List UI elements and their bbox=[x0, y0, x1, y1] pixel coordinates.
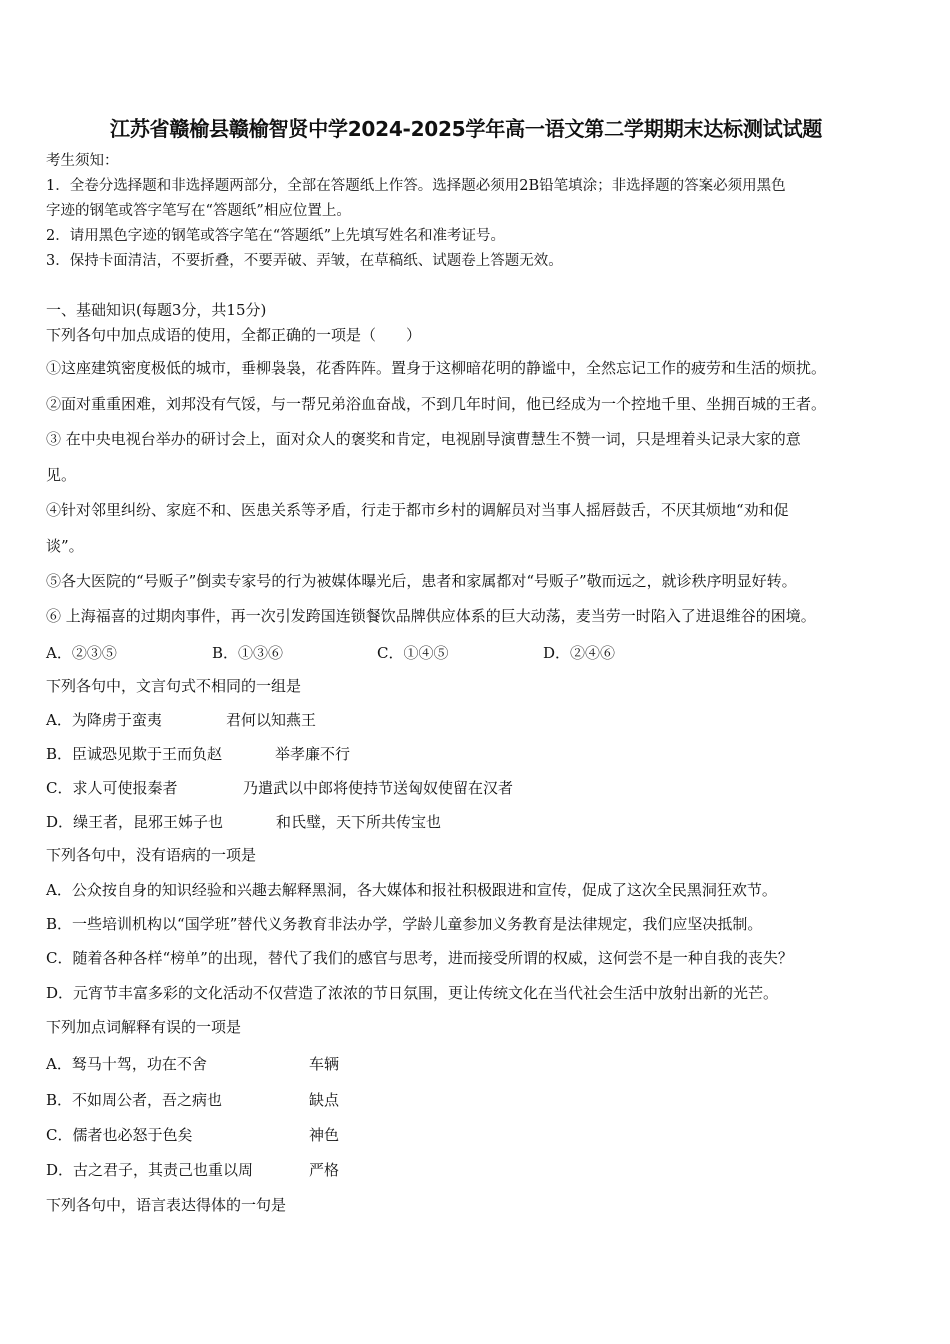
q4-option-c-right: 神色 bbox=[309, 1126, 340, 1144]
notice-line-3: 3．保持卡面清洁，不要折叠，不要弄破、弄皱，在草稿纸、试题卷上答题无效。 bbox=[46, 253, 563, 269]
q4-option-d-left[interactable]: D．古之君子，其责己也重以周 bbox=[46, 1161, 254, 1179]
q1-stem: 下列各句中加点成语的使用，全都正确的一项是（ ） bbox=[46, 326, 422, 344]
q2-option-c-left[interactable]: C．求人可使报秦者 bbox=[46, 779, 178, 797]
q1-sentence-1: ①这座建筑密度极低的城市，垂柳袅袅，花香阵阵。置身于这柳暗花明的静谧中，全然忘记工作的疲劳和生活的烦扰。 bbox=[46, 359, 827, 377]
q2-option-b-left[interactable]: B．臣诚恐见欺于王而负赵 bbox=[46, 745, 223, 763]
q3-stem: 下列各句中，没有语病的一项是 bbox=[46, 846, 257, 864]
q2-stem: 下列各句中，文言句式不相同的一组是 bbox=[46, 677, 302, 695]
notice-heading: 考生须知： bbox=[46, 153, 119, 169]
notice-line-2: 2．请用黑色字迹的钢笔或答字笔在“答题纸”上先填写姓名和准考证号。 bbox=[46, 228, 506, 244]
notice-line-1a: 1．全卷分选择题和非选择题两部分，全部在答题纸上作答。选择题必须用2B铅笔填涂；非选择题的答案必须用黑色 bbox=[46, 178, 786, 194]
q1-option-c[interactable]: C．①④⑤ bbox=[377, 644, 449, 662]
q4-option-a-left[interactable]: A．驽马十驾，功在不舍 bbox=[46, 1055, 207, 1073]
q3-option-a[interactable]: A．公众按自身的知识经验和兴趣去解释黑洞，各大媒体和报社积极跟进和宣传，促成了这次全民黑洞狂欢节。 bbox=[46, 881, 777, 899]
q3-option-c[interactable]: C．随着各种各样“榜单”的出现，替代了我们的感官与思考，进而接受所谓的权威，这何尝不是一种自我的丧失？ bbox=[46, 949, 793, 967]
q4-stem: 下列加点词解释有误的一项是 bbox=[46, 1018, 242, 1036]
q1-sentence-4b: 谈”。 bbox=[46, 537, 84, 555]
q1-sentence-2: ②面对重重困难，刘邦没有气馁，与一帮兄弟浴血奋战，不到几年时间，他已经成为一个控地千里、坐拥百城的王者。 bbox=[46, 395, 827, 413]
q1-option-d[interactable]: D．②④⑥ bbox=[543, 644, 616, 662]
q3-option-d[interactable]: D．元宵节丰富多彩的文化活动不仅营造了浓浓的节日氛围，更让传统文化在当代社会生活中放射出新的光芒。 bbox=[46, 984, 779, 1002]
q4-option-b-right: 缺点 bbox=[309, 1091, 340, 1109]
q3-option-b[interactable]: B．一些培训机构以“国学班”替代义务教育非法办学，学龄儿童参加义务教育是法律规定，我们应坚决抵制。 bbox=[46, 915, 763, 933]
q1-sentence-4a: ④针对邻里纠纷、家庭不和、医患关系等矛盾，行走于都市乡村的调解员对当事人摇唇鼓舌，不厌其烦地“劝和促 bbox=[46, 501, 789, 519]
q2-option-d-right: 和氏璧，天下所共传宝也 bbox=[276, 813, 442, 831]
q4-option-b-left[interactable]: B．不如周公者，吾之病也 bbox=[46, 1091, 223, 1109]
q2-option-b-right: 举孝廉不行 bbox=[275, 745, 351, 763]
q1-sentence-5: ⑤各大医院的“号贩子”倒卖专家号的行为被媒体曝光后，患者和家属都对“号贩子”敬而远之，就诊秩序明显好转。 bbox=[46, 572, 797, 590]
page-title: 江苏省赣榆县赣榆智贤中学2024-2025学年高一语文第二学期期末达标测试试题 bbox=[109, 117, 823, 141]
q1-option-b[interactable]: B．①③⑥ bbox=[212, 644, 284, 662]
q4-option-a-right: 车辆 bbox=[309, 1055, 340, 1073]
q2-option-a-left[interactable]: A．为降虏于蛮夷 bbox=[46, 711, 162, 729]
q2-option-a-right: 君何以知燕王 bbox=[226, 711, 317, 729]
q4-option-d-right: 严格 bbox=[309, 1161, 340, 1179]
q4-option-c-left[interactable]: C．儒者也必怒于色矣 bbox=[46, 1126, 193, 1144]
q1-sentence-3a: ③ 在中央电视台举办的研讨会上，面对众人的褒奖和肯定，电视剧导演曹慧生不赞一词，只是埋着头记录大家的意 bbox=[46, 430, 801, 448]
q1-sentence-6: ⑥ 上海福喜的过期肉事件，再一次引发跨国连锁餐饮品牌供应体系的巨大动荡，麦当劳一时陷入了进退维谷的困境。 bbox=[46, 607, 816, 625]
q1-sentence-3b: 见。 bbox=[46, 466, 77, 484]
q2-option-d-left[interactable]: D．缲王者，昆邪王姊子也 bbox=[46, 813, 224, 831]
q1-option-a[interactable]: A．②③⑤ bbox=[46, 644, 117, 662]
notice-line-1b: 字迹的钢笔或答字笔写在“答题纸”相应位置上。 bbox=[46, 203, 351, 219]
section-heading: 一、基础知识(每题3分，共15分) bbox=[46, 301, 267, 319]
q5-stem: 下列各句中，语言表达得体的一句是 bbox=[46, 1196, 287, 1214]
q2-option-c-right: 乃遣武以中郎将使持节送匈奴使留在汉者 bbox=[243, 779, 514, 797]
